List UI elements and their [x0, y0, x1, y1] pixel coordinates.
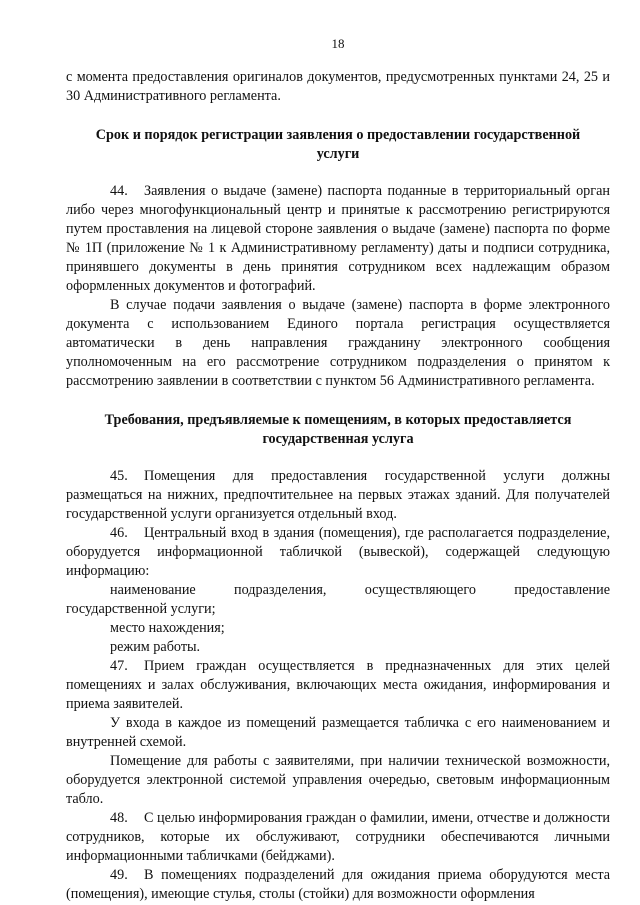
- paragraph-48-text: С целью информирования граждан о фамилии, имени, отчестве и должности сотрудников, которые их обслуживают, сотрудники обеспечиваются личными информационными табличками (бейджами).: [66, 810, 610, 864]
- paragraph-49: [66, 866, 610, 904]
- paragraph-44: [66, 182, 610, 296]
- paragraph-44-number: 44.: [110, 183, 128, 199]
- paragraph-46-item-location: место нахождения;: [110, 620, 225, 636]
- paragraph-46-text: Центральный вход в здания (помещения), где располагается подразделение, оборудуется информационной табличкой (вывеской), содержащей следующую информацию:: [66, 525, 610, 579]
- paragraph-48: [66, 809, 610, 866]
- paragraph-44-electronic: В случае подачи заявления о выдаче (замене) паспорта в форме электронного документа с использованием Единого портала регистрация осуществляется автоматически в день направления гражданину электронного сообщения уполномоченным на его рассмотрение сотрудником подразделения о принятом к рассмотрению заявлении в соответствии с пунктом 56 Административного регламента.: [66, 297, 610, 389]
- page-number: 18: [331, 36, 345, 51]
- paragraph-47-number: 47.: [110, 658, 128, 674]
- paragraph-45-text: Помещения для предоставления государственной услуги должны размещаться на нижних, предпочтительнее на первых этажах зданий. Для получателей государственной услуги организуется отдельный вход.: [66, 468, 610, 522]
- paragraph-49-text: В помещениях подразделений для ожидания приема оборудуются места (помещения), имеющие стулья, столы (стойки) для возможности оформления: [66, 867, 610, 902]
- paragraph-47-sign: У входа в каждое из помещений размещается табличка с его наименованием и внутренней схемой.: [66, 715, 610, 750]
- paragraph-48-number: 48.: [110, 810, 128, 826]
- paragraph-49-number: 49.: [110, 867, 128, 883]
- paragraph-46: [66, 524, 610, 581]
- paragraph-45: [66, 467, 610, 524]
- paragraph-47-queue: Помещение для работы с заявителями, при наличии технической возможности, оборудуется электронной системой управления очередью, световым информационным табло.: [66, 753, 610, 807]
- paragraph-47-text: Прием граждан осуществляется в предназначенных для этих целей помещениях и залах обслуживания, включающих места ожидания, информирования и приема заявителей.: [66, 658, 610, 712]
- paragraph-47: [66, 657, 610, 714]
- section-title-premises: Требования, предъявляемые к помещениям, в которых предоставляется государственная услуга: [104, 412, 572, 447]
- paragraph-44-text: Заявления о выдаче (замене) паспорта поданные в территориальный орган либо через многофункциональный центр и принятые к рассмотрению регистрируются путем проставления на лицевой стороне заявления о выдаче (замене) паспорта по форме № 1П (приложение № 1 к Административному регламенту) даты и подписи сотрудника, принявшего документы в день принятия сотрудником всех надлежащим образом оформленных документов и фотографий.: [66, 183, 610, 294]
- paragraph-46-item-name: наименование подразделения, осуществляющего предоставление государственной услуги;: [66, 582, 610, 617]
- section-title-registration: Срок и порядок регистрации заявления о предоставлении государственной услуги: [95, 127, 581, 162]
- paragraph-46-number: 46.: [110, 525, 128, 541]
- paragraph-46-item-hours: режим работы.: [110, 639, 201, 655]
- paragraph-45-number: 45.: [110, 468, 128, 484]
- paragraph-continuation: с момента предоставления оригиналов документов, предусмотренных пунктами 24, 25 и 30 Административного регламента.: [66, 69, 610, 104]
